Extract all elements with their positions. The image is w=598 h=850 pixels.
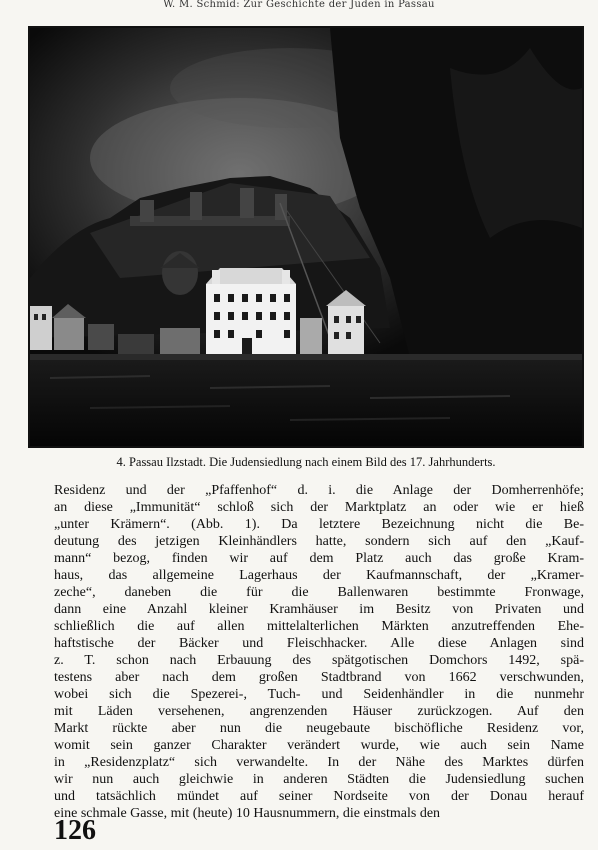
text-line: womit sein ganzer Charakter verändert wurde, wie auch sein Name	[54, 738, 584, 753]
text-line: eine schmale Gasse, mit (heute) 10 Hausnummern, die einstmals den	[54, 806, 441, 821]
text-line: in „Residenzplatz“ sich verwandelte. In der Nähe des Marktes dürfen	[54, 755, 584, 770]
text-line: schließlich die auf allen mittelalterlichen Märkten anzutreffenden Ehe-	[54, 619, 584, 634]
text-line: wobei sich die Spezerei-, Tuch- und Seidenhändler in die nunmehr	[54, 687, 584, 702]
text-line: wir nun auch gleichwie in anderen Städten die Judensiedlung suchen	[54, 772, 584, 787]
page-number: 126	[54, 815, 96, 846]
running-head: W. M. Schmid: Zur Geschichte der Juden in Passau	[163, 0, 435, 10]
text-line: mit Läden versehenen, angrenzenden Häuser zurückzogen. Auf den	[54, 704, 584, 719]
text-line: „unter Krämern“. (Abb. 1). Da letztere Bezeichnung nicht die Be-	[54, 517, 584, 532]
figure-painting	[28, 26, 584, 448]
text-line: testens aber nach dem großen Stadtbrand von 1662 verschwunden,	[54, 670, 584, 685]
text-line: an diese „Immunität“ schloß sich der Marktplatz an oder wie er hieß	[54, 500, 584, 515]
text-line: Residenz und der „Pfaffenhof“ d. i. die Anlage der Domherrenhöfe;	[54, 483, 584, 498]
text-line: zeche“, daneben die für die Ballenwaren bestimmte Fronwage,	[54, 585, 584, 600]
text-line: mann“ bezog, finden wir auf dem Platz auch das große Kram-	[54, 551, 584, 566]
text-line: und tatsächlich mündet auf seiner Nordseite von der Donau herauf	[54, 789, 584, 804]
text-line: haus, das allgemeine Lagerhaus der Kaufmannschaft, der „Kramer-	[54, 568, 584, 583]
text-line: haftstische der Bäcker und Fleischhacker. Alle diese Anlagen sind	[54, 636, 584, 651]
text-line: deutung des jetzigen Kleinhändlers hatte, sondern sich auf den „Kauf-	[54, 534, 584, 549]
text-line: dann eine Anzahl kleiner Kramhäuser im Besitz von Privaten und	[54, 602, 584, 617]
figure-caption: 4. Passau Ilzstadt. Die Judensiedlung nach einem Bild des 17. Jahrhunderts.	[116, 455, 496, 469]
text-line: Markt rückte aber nun die neugebaute bischöfliche Residenz vor,	[54, 721, 584, 736]
body-text	[54, 482, 584, 822]
text-line: z. T. schon nach Erbauung des spätgotischen Domchors 1492, spä-	[54, 653, 584, 668]
passau-ilzstadt-painting	[30, 28, 582, 446]
